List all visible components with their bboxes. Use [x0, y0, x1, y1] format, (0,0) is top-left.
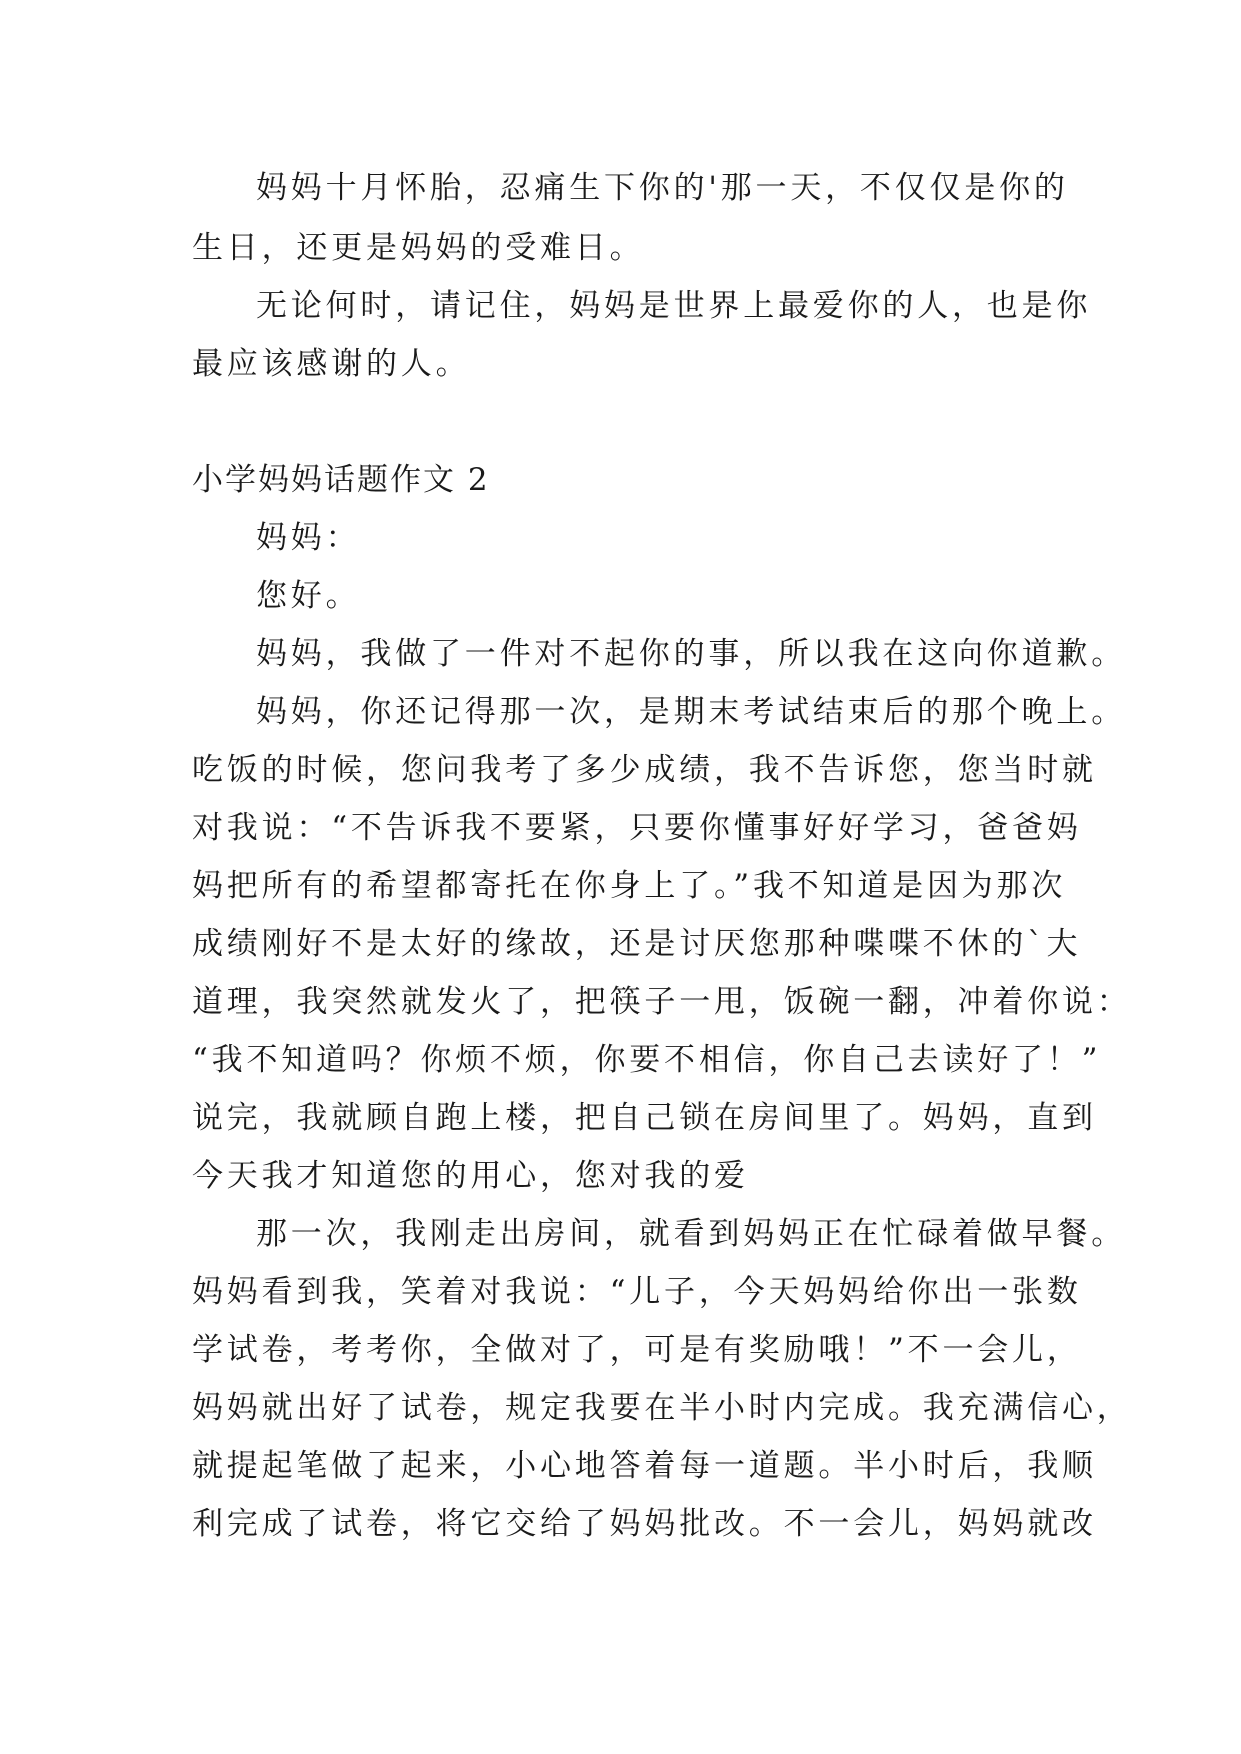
letter-p4-line-9: 今天我才知道您的用心，您对我的爱	[192, 1158, 749, 1194]
paragraph-1-line-2: 生日，还更是妈妈的受难日。	[192, 230, 645, 266]
paragraph-2-line-1: 无论何时，请记住，妈妈是世界上最爱你的人，也是你	[256, 288, 1092, 324]
letter-p4-line-7: “我不知道吗？你烦不烦，你要不相信，你自己去读好了！”	[192, 1042, 1102, 1078]
letter-salutation: 妈妈：	[256, 520, 361, 556]
letter-p4-line-8: 说完，我就顾自跑上楼，把自己锁在房间里了。妈妈，直到	[192, 1100, 1097, 1136]
letter-p4-line-2: 吃饭的时候，您问我考了多少成绩，我不告诉您，您当时就	[192, 752, 1097, 788]
letter-p4-line-3: 对我说：“不告诉我不要紧，只要你懂事好好学习，爸爸妈	[192, 810, 1082, 846]
letter-p5-line-1: 那一次，我刚走出房间，就看到妈妈正在忙碌着做早餐。	[256, 1216, 1126, 1252]
letter-p5-line-5: 就提起笔做了起来，小心地答着每一道题。半小时后，我顺	[192, 1448, 1097, 1484]
letter-p4-line-5: 成绩刚好不是太好的缘故，还是讨厌您那种喋喋不休的`大	[192, 926, 1082, 962]
section-heading: 小学妈妈话题作文 2	[192, 462, 490, 498]
letter-p4-line-6: 道理，我突然就发火了，把筷子一甩，饭碗一翻，冲着你说：	[192, 984, 1132, 1020]
letter-p4-line-1: 妈妈，你还记得那一次，是期末考试结束后的那个晚上。	[256, 694, 1126, 730]
letter-p5-line-4: 妈妈就出好了试卷，规定我要在半小时内完成。我充满信心，	[192, 1390, 1132, 1426]
letter-p5-line-2: 妈妈看到我，笑着对我说：“儿子，今天妈妈给你出一张数	[192, 1274, 1082, 1310]
paragraph-1-line-1: 妈妈十月怀胎，忍痛生下你的'那一天，不仅仅是你的	[256, 170, 1069, 206]
letter-apology-line: 妈妈，我做了一件对不起你的事，所以我在这向你道歉。	[256, 636, 1126, 672]
letter-p4-line-4: 妈把所有的希望都寄托在你身上了。”我不知道是因为那次	[192, 868, 1067, 904]
letter-p5-line-3: 学试卷，考考你，全做对了，可是有奖励哦！”不一会儿，	[192, 1332, 1082, 1368]
letter-p5-line-6: 利完成了试卷，将它交给了妈妈批改。不一会儿，妈妈就改	[192, 1506, 1097, 1542]
paragraph-2-line-2: 最应该感谢的人。	[192, 346, 471, 382]
letter-greeting: 您好。	[256, 578, 361, 614]
